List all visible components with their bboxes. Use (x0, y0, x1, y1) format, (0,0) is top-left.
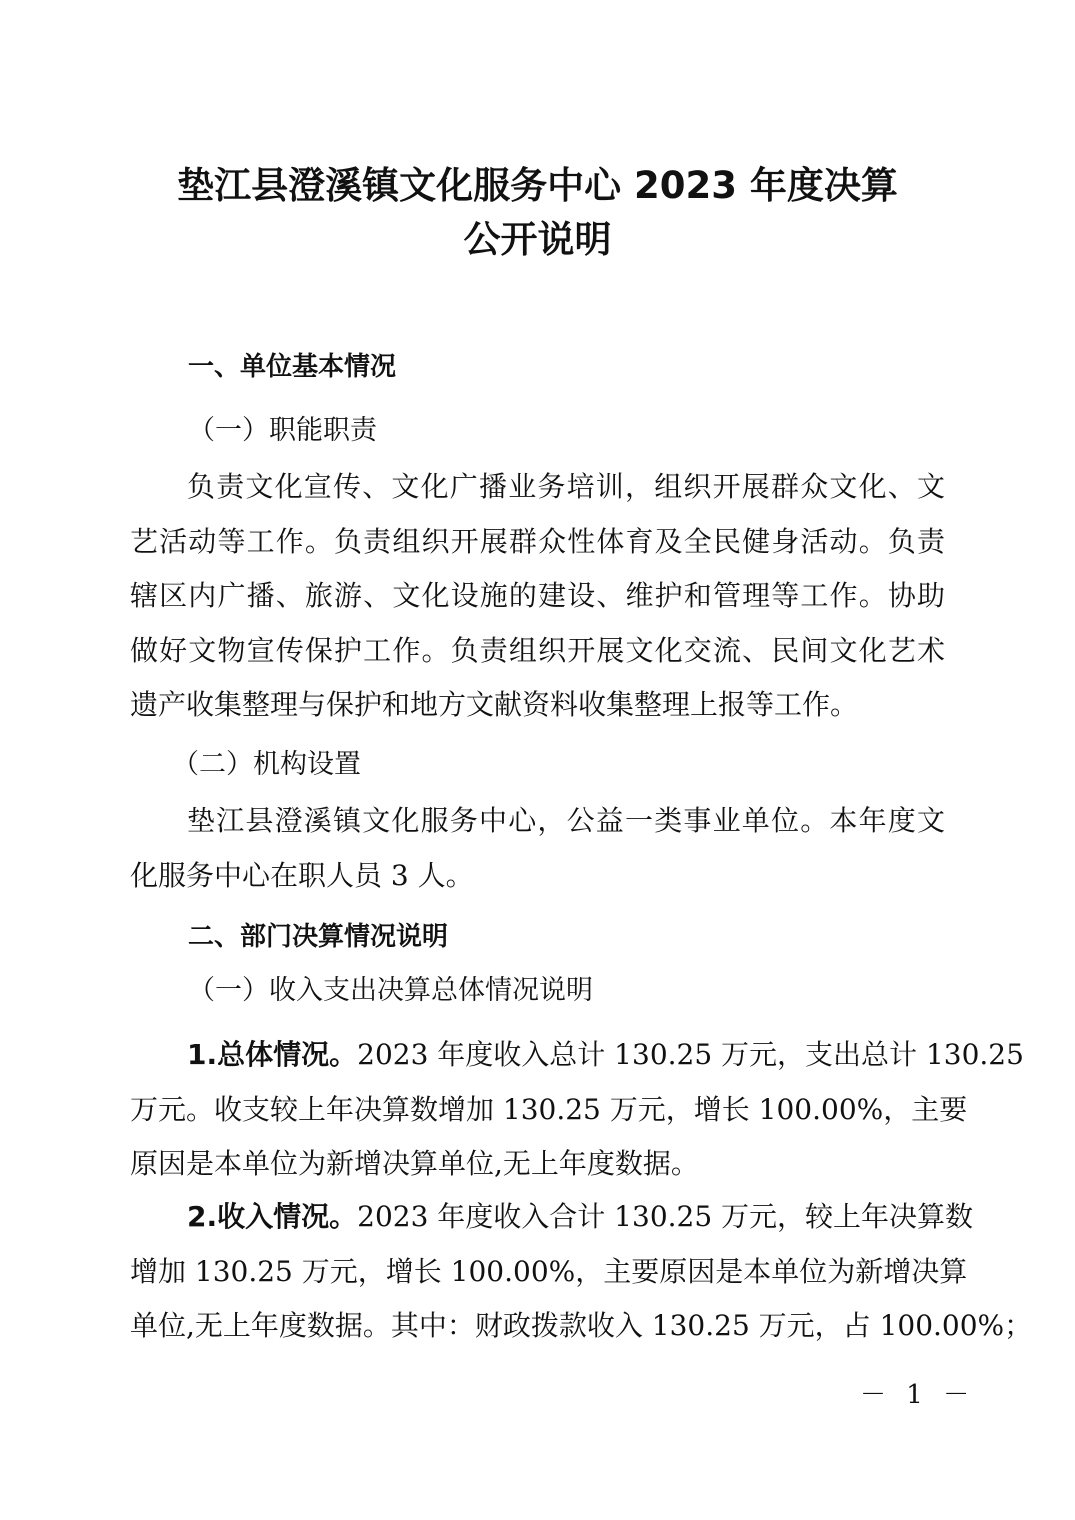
duties-line: 辖区内广播、旅游、文化设施的建设、维护和管理等工作。协助 (130, 579, 945, 612)
overall-line: 万元。收支较上年决算数增加 130.25 万元，增长 100.00%，主要 (130, 1092, 968, 1126)
organization-line: 垫江县澄溪镇文化服务中心，公益一类事业单位。本年度文 (187, 804, 945, 837)
overall-line: 原因是本单位为新增决算单位,无上年度数据。 (130, 1147, 699, 1180)
document-title-line2: 公开说明 (463, 218, 612, 261)
income-line: 增加 130.25 万元，增长 100.00%，主要原因是本单位为新增决算 (130, 1254, 968, 1288)
section2-sub1-heading: （一）收入支出决算总体情况说明 (188, 975, 593, 1006)
overall-line (130, 1028, 1024, 1083)
section1-sub2-heading: （二）机构设置 (172, 749, 361, 780)
income-text: 2023 年度收入合计 130.25 万元，较上年决算数 (357, 1200, 974, 1233)
organization-paragraph (130, 794, 945, 903)
duties-line: 负责文化宣传、文化广播业务培训，组织开展群众文化、文 (187, 470, 945, 503)
overall-paragraph (130, 1028, 1024, 1192)
page-number: － 1 － (860, 1380, 976, 1410)
duties-line: 艺活动等工作。负责组织开展群众性体育及全民健身活动。负责 (130, 524, 945, 558)
duties-line: 做好文物宣传保护工作。负责组织开展文化交流、民间文化艺术 (130, 633, 945, 667)
income-line (130, 1190, 974, 1245)
income-paragraph (130, 1190, 1033, 1354)
income-line: 单位,无上年度数据。其中：财政拨款收入 130.25 万元，占 100.00%； (130, 1309, 1033, 1342)
duties-line: 遗产收集整理与保护和地方文献资料收集整理上报等工作。 (130, 688, 859, 721)
overall-label: 1.总体情况。 (187, 1038, 358, 1071)
duties-paragraph (130, 460, 945, 733)
section1-sub1-heading: （一）职能职责 (188, 415, 377, 446)
income-label: 2.收入情况。 (187, 1200, 358, 1233)
organization-line: 化服务中心在职人员 3 人。 (130, 858, 474, 892)
section1-heading: 一、单位基本情况 (188, 352, 397, 382)
overall-text: 2023 年度收入总计 130.25 万元，支出总计 130.25 (357, 1038, 1024, 1071)
document-title-line1: 垫江县澄溪镇文化服务中心 2023 年度决算 (177, 164, 898, 207)
section2-heading: 二、部门决算情况说明 (188, 922, 449, 952)
